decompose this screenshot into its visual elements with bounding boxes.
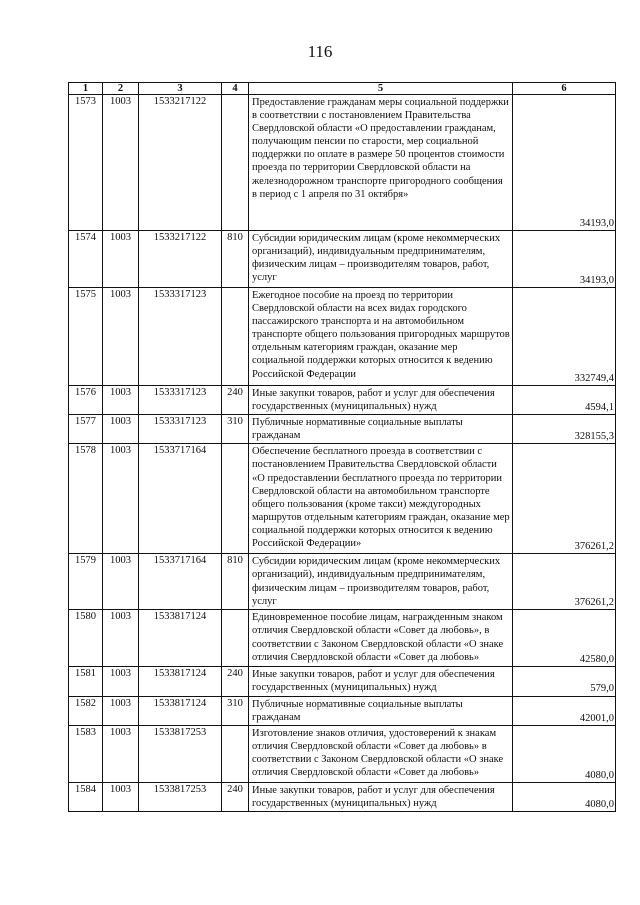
- table-row: [69, 231, 616, 288]
- expense-type-code: [222, 288, 249, 386]
- expense-type-code: [222, 725, 249, 782]
- item-name: Предоставление гражданам меры социальной поддержки в соответствии с постановлением Правительства Свердловской области «О предоставлении гражданам, получающим пенсии по старости, мер социальной поддержки по оплате в размере 50 процентов стоимости проезда по территории Свердловской области на железнодорожном транспорте пригородного сообщения в период с 1 апреля по 31 октября»: [249, 95, 513, 231]
- row-number: 1578: [69, 444, 103, 554]
- item-name: Субсидии юридическим лицам (кроме некоммерческих организаций), индивидуальным предпринимателям, физическим лицам – производителям товаров, работ, услуг: [249, 231, 513, 288]
- expense-type-code: 240: [222, 386, 249, 415]
- amount: 4080,0: [513, 725, 616, 782]
- section-code: 1003: [103, 696, 139, 725]
- amount: 42580,0: [513, 610, 616, 667]
- amount: 4080,0: [513, 782, 616, 811]
- target-article-code: 1533817124: [139, 667, 222, 696]
- item-name: Субсидии юридическим лицам (кроме некоммерческих организаций), индивидуальным предпринимателям, физическим лицам – производителям товаров, работ, услуг: [249, 554, 513, 610]
- row-number: 1577: [69, 415, 103, 444]
- table-row: [69, 386, 616, 415]
- row-number: 1576: [69, 386, 103, 415]
- item-name: Иные закупки товаров, работ и услуг для обеспечения государственных (муниципальных) нужд: [249, 782, 513, 811]
- target-article-code: 1533317123: [139, 288, 222, 386]
- section-code: 1003: [103, 415, 139, 444]
- row-number: 1579: [69, 554, 103, 610]
- amount: 376261,2: [513, 444, 616, 554]
- target-article-code: 1533217122: [139, 95, 222, 231]
- expense-type-code: [222, 610, 249, 667]
- expense-type-code: 310: [222, 696, 249, 725]
- header-cell: 4: [222, 83, 249, 95]
- section-code: 1003: [103, 231, 139, 288]
- target-article-code: 1533217122: [139, 231, 222, 288]
- section-code: 1003: [103, 782, 139, 811]
- section-code: 1003: [103, 444, 139, 554]
- item-name: Ежегодное пособие на проезд по территории Свердловской области на всех видах городского пассажирского транспорта и на автомобильном транспорте общего пользования пригородных маршрутов отдельным категориям граждан, оказание мер социальной поддержки которых относится к ведению Российской Федерации: [249, 288, 513, 386]
- item-name: Публичные нормативные социальные выплаты гражданам: [249, 415, 513, 444]
- amount: 332749,4: [513, 288, 616, 386]
- target-article-code: 1533817124: [139, 696, 222, 725]
- expense-type-code: 240: [222, 667, 249, 696]
- section-code: 1003: [103, 554, 139, 610]
- target-article-code: 1533817253: [139, 725, 222, 782]
- header-cell: 3: [139, 83, 222, 95]
- section-code: 1003: [103, 95, 139, 231]
- table-row: [69, 288, 616, 386]
- target-article-code: 1533317123: [139, 415, 222, 444]
- row-number: 1583: [69, 725, 103, 782]
- expense-type-code: [222, 444, 249, 554]
- table-row: [69, 415, 616, 444]
- section-code: 1003: [103, 725, 139, 782]
- table-row: [69, 554, 616, 610]
- row-number: 1580: [69, 610, 103, 667]
- table-row: [69, 725, 616, 782]
- row-number: 1574: [69, 231, 103, 288]
- expense-type-code: 810: [222, 231, 249, 288]
- target-article-code: 1533817124: [139, 610, 222, 667]
- row-number: 1584: [69, 782, 103, 811]
- section-code: 1003: [103, 288, 139, 386]
- expense-type-code: [222, 95, 249, 231]
- item-name: Единовременное пособие лицам, награжденным знаком отличия Свердловской области «Совет да любовь», в соответствии с Законом Свердловской области «О знаке отличия Свердловской области «Совет да любовь»: [249, 610, 513, 667]
- item-name: Изготовление знаков отличия, удостоверений к знакам отличия Свердловской области «Совет да любовь» в соответствии с Законом Свердловской области «О знаке отличия Свердловской области «Совет да любовь»: [249, 725, 513, 782]
- target-article-code: 1533317123: [139, 386, 222, 415]
- row-number: 1573: [69, 95, 103, 231]
- expense-type-code: 810: [222, 554, 249, 610]
- item-name: Иные закупки товаров, работ и услуг для обеспечения государственных (муниципальных) нужд: [249, 667, 513, 696]
- expense-type-code: 310: [222, 415, 249, 444]
- header-cell: 1: [69, 83, 103, 95]
- amount: 34193,0: [513, 95, 616, 231]
- budget-table: [68, 82, 616, 812]
- table-row: [69, 444, 616, 554]
- header-row: [69, 83, 616, 95]
- amount: 34193,0: [513, 231, 616, 288]
- section-code: 1003: [103, 386, 139, 415]
- amount: 579,0: [513, 667, 616, 696]
- header-cell: 6: [513, 83, 616, 95]
- section-code: 1003: [103, 610, 139, 667]
- amount: 376261,2: [513, 554, 616, 610]
- item-name: Обеспечение бесплатного проезда в соответствии с постановлением Правительства Свердловской области «О предоставлении бесплатного проезда по территории Свердловской области на автомобильном транспорте общего пользования (кроме такси) междугородных маршрутов отдельным категориям граждан, оказание мер социальной поддержки которых относится к ведению Российской Федерации»: [249, 444, 513, 554]
- table-row: [69, 610, 616, 667]
- table-row: [69, 782, 616, 811]
- row-number: 1581: [69, 667, 103, 696]
- row-number: 1582: [69, 696, 103, 725]
- table-row: [69, 667, 616, 696]
- header-cell: 5: [249, 83, 513, 95]
- header-cell: 2: [103, 83, 139, 95]
- item-name: Иные закупки товаров, работ и услуг для обеспечения государственных (муниципальных) нужд: [249, 386, 513, 415]
- expense-type-code: 240: [222, 782, 249, 811]
- table-row: [69, 696, 616, 725]
- amount: 42001,0: [513, 696, 616, 725]
- target-article-code: 1533717164: [139, 444, 222, 554]
- amount: 4594,1: [513, 386, 616, 415]
- row-number: 1575: [69, 288, 103, 386]
- section-code: 1003: [103, 667, 139, 696]
- amount: 328155,3: [513, 415, 616, 444]
- table-row: [69, 95, 616, 231]
- target-article-code: 1533717164: [139, 554, 222, 610]
- page-number: 116: [307, 42, 333, 61]
- item-name: Публичные нормативные социальные выплаты гражданам: [249, 696, 513, 725]
- target-article-code: 1533817253: [139, 782, 222, 811]
